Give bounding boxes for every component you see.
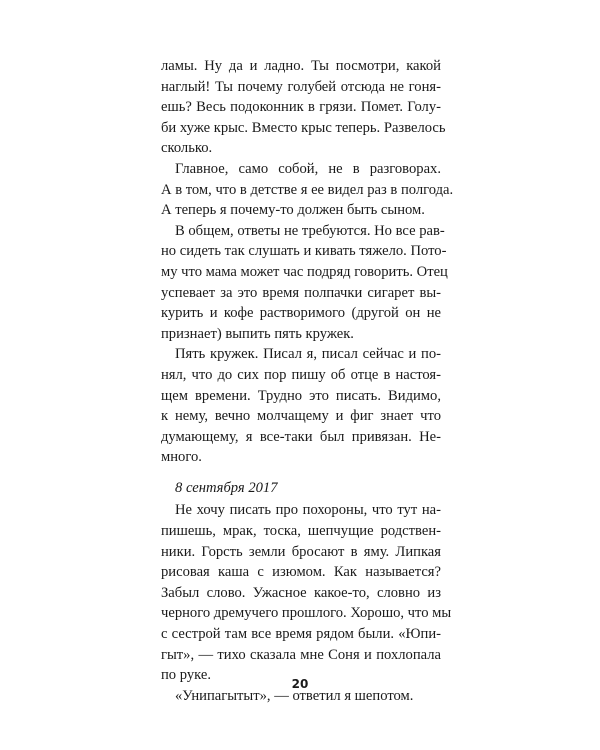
text-line: гыт», — тихо сказала мне Соня и похлопала: [161, 646, 441, 663]
text-line: черного дремучего прошлого. Хорошо, что мы: [161, 605, 452, 622]
text-line: нял, что до сих пор пишу об отце в настоя-: [161, 366, 441, 383]
text-line: но сидеть так слушать и кивать тяжело. Пото-: [161, 243, 447, 260]
paragraph: [161, 344, 441, 468]
text-line: Не хочу писать про похороны, что тут на-: [175, 502, 441, 519]
text-line: рисовая каша с изюмом. Как называется?: [161, 564, 441, 581]
text-line: пишешь, мрак, тоска, шепчущие родствен-: [161, 523, 441, 540]
text-line: «Унипагытыт», — ответил я шепотом.: [175, 687, 414, 704]
text-line: сколько.: [161, 140, 213, 157]
text-line: к нему, вечно молчащему и фиг знает что: [161, 408, 441, 425]
page-number: 20: [291, 677, 309, 691]
paragraph: [161, 221, 448, 345]
text-line: щем времени. Трудно это писать. Видимо,: [161, 387, 441, 404]
text-line: много.: [161, 449, 202, 466]
text-line: Забыл слово. Ужасное какое-то, словно из: [161, 584, 441, 601]
text-line: наглый! Ты почему голубей отсюда не гоня-: [161, 78, 441, 95]
text-line: ники. Горсть земли бросают в яму. Липкая: [161, 543, 441, 560]
text-line: с сестрой там все время рядом были. «Юпи-: [161, 626, 441, 643]
paragraph: [161, 500, 452, 685]
text-line: курить и кофе растворимого (другой он не: [161, 305, 441, 322]
text-line: по руке.: [161, 667, 212, 684]
text-line: му что мама может час подряд говорить. Отец: [161, 263, 448, 280]
text-column: [161, 56, 454, 706]
text-line: ламы. Ну да и ладно. Ты посмотри, какой: [161, 58, 441, 74]
text-line: А в том, что в детстве я ее видел раз в полгода.: [161, 181, 454, 198]
text-line: А теперь я почему-то должен быть сыном.: [161, 202, 425, 219]
text-line: признает) выпить пять кружек.: [161, 325, 354, 342]
date-heading: 8 сентября 2017: [175, 479, 278, 496]
paragraph: [161, 56, 446, 159]
text-line: Главное, само собой, не в разговорах.: [175, 160, 441, 177]
text-line: успевает за это время полпачки сигарет вы-: [161, 284, 441, 301]
text-line: би хуже крыс. Вместо крыс теперь. Развелось: [161, 119, 446, 136]
text-line: ешь? Весь подоконник в грязи. Помет. Голу-: [161, 99, 441, 116]
paragraph: [161, 159, 454, 221]
text-line: думающему, я все-таки был привязан. Не-: [161, 428, 441, 445]
text-line: В общем, ответы не требуются. Но все рав-: [175, 222, 445, 239]
text-line: Пять кружек. Писал я, писал сейчас и по-: [175, 346, 441, 363]
